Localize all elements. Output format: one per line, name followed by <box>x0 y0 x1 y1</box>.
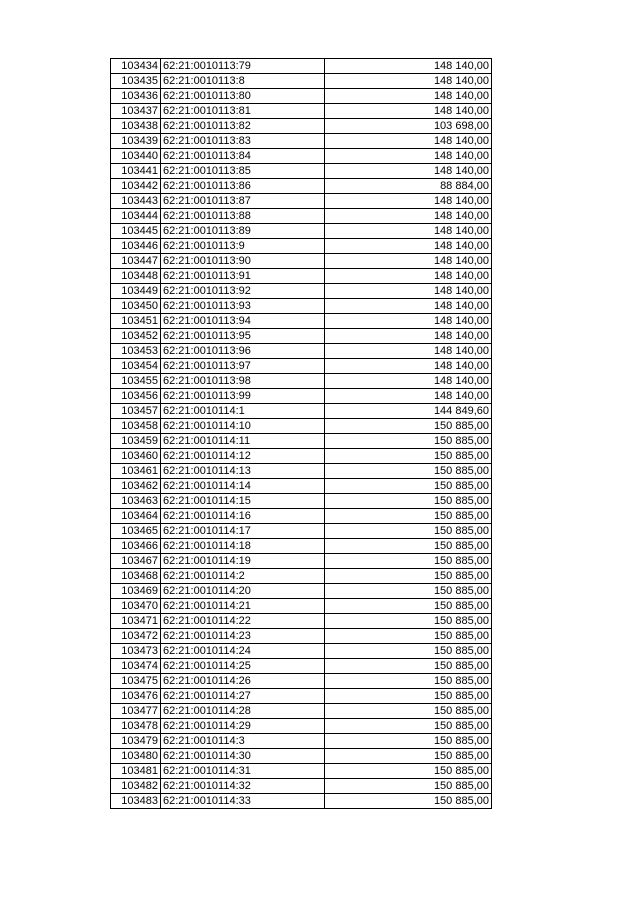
table-row <box>111 599 492 614</box>
cadastral-number-cell: 62:21:0010114:31 <box>161 764 325 779</box>
cadastral-number-cell: 62:21:0010114:13 <box>161 464 325 479</box>
table-row <box>111 734 492 749</box>
row-id-cell: 103464 <box>111 509 161 524</box>
row-id-cell: 103460 <box>111 449 161 464</box>
cadastral-value-cell: 150 885,00 <box>325 734 492 749</box>
table-row <box>111 179 492 194</box>
cadastral-value-cell: 150 885,00 <box>325 749 492 764</box>
row-id-cell: 103483 <box>111 794 161 809</box>
table-row <box>111 314 492 329</box>
row-id-cell: 103449 <box>111 284 161 299</box>
cadastral-value-cell: 150 885,00 <box>325 584 492 599</box>
cadastral-number-cell: 62:21:0010114:25 <box>161 659 325 674</box>
cadastral-value-cell: 150 885,00 <box>325 419 492 434</box>
cadastral-number-cell: 62:21:0010113:90 <box>161 254 325 269</box>
cadastral-number-cell: 62:21:0010114:22 <box>161 614 325 629</box>
table-row <box>111 149 492 164</box>
cadastral-value-cell: 148 140,00 <box>325 314 492 329</box>
cadastral-number-cell: 62:21:0010113:96 <box>161 344 325 359</box>
cadastral-value-cell: 150 885,00 <box>325 689 492 704</box>
table-row <box>111 284 492 299</box>
row-id-cell: 103461 <box>111 464 161 479</box>
table-row <box>111 644 492 659</box>
cadastral-number-cell: 62:21:0010113:95 <box>161 329 325 344</box>
cadastral-number-cell: 62:21:0010114:27 <box>161 689 325 704</box>
cadastral-number-cell: 62:21:0010113:92 <box>161 284 325 299</box>
cadastral-value-cell: 148 140,00 <box>325 224 492 239</box>
table-row <box>111 164 492 179</box>
row-id-cell: 103463 <box>111 494 161 509</box>
cadastral-number-cell: 62:21:0010114:2 <box>161 569 325 584</box>
row-id-cell: 103439 <box>111 134 161 149</box>
cadastral-value-cell: 150 885,00 <box>325 554 492 569</box>
row-id-cell: 103472 <box>111 629 161 644</box>
cadastral-value-cell: 150 885,00 <box>325 569 492 584</box>
cadastral-value-table <box>110 58 492 809</box>
cadastral-number-cell: 62:21:0010113:79 <box>161 59 325 74</box>
table-row <box>111 239 492 254</box>
table-row <box>111 629 492 644</box>
cadastral-value-cell: 150 885,00 <box>325 719 492 734</box>
cadastral-value-cell: 148 140,00 <box>325 134 492 149</box>
row-id-cell: 103446 <box>111 239 161 254</box>
table-row <box>111 359 492 374</box>
row-id-cell: 103468 <box>111 569 161 584</box>
cadastral-number-cell: 62:21:0010114:15 <box>161 494 325 509</box>
cadastral-number-cell: 62:21:0010114:26 <box>161 674 325 689</box>
row-id-cell: 103450 <box>111 299 161 314</box>
cadastral-number-cell: 62:21:0010113:98 <box>161 374 325 389</box>
table-row <box>111 479 492 494</box>
row-id-cell: 103444 <box>111 209 161 224</box>
table-row <box>111 374 492 389</box>
cadastral-number-cell: 62:21:0010114:10 <box>161 419 325 434</box>
cadastral-number-cell: 62:21:0010114:16 <box>161 509 325 524</box>
cadastral-value-cell: 150 885,00 <box>325 509 492 524</box>
cadastral-number-cell: 62:21:0010113:94 <box>161 314 325 329</box>
cadastral-number-cell: 62:21:0010114:14 <box>161 479 325 494</box>
cadastral-value-cell: 150 885,00 <box>325 629 492 644</box>
row-id-cell: 103451 <box>111 314 161 329</box>
table-row <box>111 764 492 779</box>
cadastral-value-cell: 148 140,00 <box>325 284 492 299</box>
table-row <box>111 674 492 689</box>
table-row <box>111 404 492 419</box>
row-id-cell: 103469 <box>111 584 161 599</box>
row-id-cell: 103480 <box>111 749 161 764</box>
cadastral-value-cell: 148 140,00 <box>325 59 492 74</box>
row-id-cell: 103445 <box>111 224 161 239</box>
row-id-cell: 103436 <box>111 89 161 104</box>
cadastral-number-cell: 62:21:0010114:3 <box>161 734 325 749</box>
table-row <box>111 689 492 704</box>
cadastral-value-cell: 148 140,00 <box>325 194 492 209</box>
table-body <box>111 59 492 809</box>
table-row <box>111 434 492 449</box>
cadastral-value-cell: 150 885,00 <box>325 449 492 464</box>
cadastral-value-cell: 150 885,00 <box>325 494 492 509</box>
table-row <box>111 74 492 89</box>
table-row <box>111 254 492 269</box>
row-id-cell: 103443 <box>111 194 161 209</box>
cadastral-value-cell: 150 885,00 <box>325 479 492 494</box>
cadastral-value-cell: 144 849,60 <box>325 404 492 419</box>
table-row <box>111 344 492 359</box>
row-id-cell: 103434 <box>111 59 161 74</box>
cadastral-number-cell: 62:21:0010114:24 <box>161 644 325 659</box>
cadastral-number-cell: 62:21:0010113:82 <box>161 119 325 134</box>
row-id-cell: 103471 <box>111 614 161 629</box>
cadastral-number-cell: 62:21:0010113:97 <box>161 359 325 374</box>
cadastral-number-cell: 62:21:0010113:80 <box>161 89 325 104</box>
cadastral-value-cell: 148 140,00 <box>325 299 492 314</box>
row-id-cell: 103479 <box>111 734 161 749</box>
row-id-cell: 103465 <box>111 524 161 539</box>
row-id-cell: 103437 <box>111 104 161 119</box>
cadastral-value-cell: 150 885,00 <box>325 674 492 689</box>
cadastral-value-cell: 150 885,00 <box>325 464 492 479</box>
row-id-cell: 103438 <box>111 119 161 134</box>
row-id-cell: 103447 <box>111 254 161 269</box>
cadastral-number-cell: 62:21:0010113:84 <box>161 149 325 164</box>
cadastral-value-cell: 148 140,00 <box>325 74 492 89</box>
table-row <box>111 614 492 629</box>
table-row <box>111 719 492 734</box>
row-id-cell: 103454 <box>111 359 161 374</box>
row-id-cell: 103459 <box>111 434 161 449</box>
cadastral-value-cell: 150 885,00 <box>325 704 492 719</box>
cadastral-number-cell: 62:21:0010114:29 <box>161 719 325 734</box>
table-row <box>111 329 492 344</box>
cadastral-value-cell: 148 140,00 <box>325 389 492 404</box>
cadastral-number-cell: 62:21:0010114:12 <box>161 449 325 464</box>
row-id-cell: 103482 <box>111 779 161 794</box>
table-row <box>111 659 492 674</box>
cadastral-value-cell: 150 885,00 <box>325 434 492 449</box>
cadastral-value-cell: 148 140,00 <box>325 209 492 224</box>
row-id-cell: 103455 <box>111 374 161 389</box>
table-row <box>111 389 492 404</box>
cadastral-number-cell: 62:21:0010113:91 <box>161 269 325 284</box>
cadastral-value-cell: 148 140,00 <box>325 344 492 359</box>
cadastral-value-cell: 88 884,00 <box>325 179 492 194</box>
table-row <box>111 509 492 524</box>
cadastral-number-cell: 62:21:0010114:32 <box>161 779 325 794</box>
cadastral-number-cell: 62:21:0010114:28 <box>161 704 325 719</box>
cadastral-number-cell: 62:21:0010113:93 <box>161 299 325 314</box>
table-row <box>111 419 492 434</box>
cadastral-number-cell: 62:21:0010114:21 <box>161 599 325 614</box>
cadastral-value-cell: 150 885,00 <box>325 524 492 539</box>
row-id-cell: 103470 <box>111 599 161 614</box>
cadastral-value-cell: 148 140,00 <box>325 374 492 389</box>
table-row <box>111 449 492 464</box>
cadastral-value-cell: 148 140,00 <box>325 104 492 119</box>
cadastral-number-cell: 62:21:0010113:83 <box>161 134 325 149</box>
cadastral-value-cell: 148 140,00 <box>325 149 492 164</box>
row-id-cell: 103474 <box>111 659 161 674</box>
cadastral-value-cell: 148 140,00 <box>325 164 492 179</box>
row-id-cell: 103476 <box>111 689 161 704</box>
row-id-cell: 103440 <box>111 149 161 164</box>
table-row <box>111 224 492 239</box>
cadastral-number-cell: 62:21:0010114:33 <box>161 794 325 809</box>
table-row <box>111 584 492 599</box>
table-row <box>111 554 492 569</box>
cadastral-number-cell: 62:21:0010113:89 <box>161 224 325 239</box>
cadastral-value-cell: 150 885,00 <box>325 764 492 779</box>
row-id-cell: 103452 <box>111 329 161 344</box>
row-id-cell: 103457 <box>111 404 161 419</box>
cadastral-number-cell: 62:21:0010114:19 <box>161 554 325 569</box>
table-row <box>111 524 492 539</box>
document-page <box>110 58 491 809</box>
row-id-cell: 103473 <box>111 644 161 659</box>
cadastral-value-cell: 103 698,00 <box>325 119 492 134</box>
cadastral-value-cell: 148 140,00 <box>325 359 492 374</box>
table-row <box>111 209 492 224</box>
cadastral-number-cell: 62:21:0010114:11 <box>161 434 325 449</box>
table-row <box>111 779 492 794</box>
row-id-cell: 103441 <box>111 164 161 179</box>
cadastral-number-cell: 62:21:0010113:86 <box>161 179 325 194</box>
row-id-cell: 103448 <box>111 269 161 284</box>
row-id-cell: 103453 <box>111 344 161 359</box>
cadastral-number-cell: 62:21:0010114:1 <box>161 404 325 419</box>
cadastral-number-cell: 62:21:0010113:85 <box>161 164 325 179</box>
row-id-cell: 103456 <box>111 389 161 404</box>
table-row <box>111 569 492 584</box>
table-row <box>111 539 492 554</box>
table-row <box>111 269 492 284</box>
cadastral-value-cell: 148 140,00 <box>325 89 492 104</box>
row-id-cell: 103478 <box>111 719 161 734</box>
table-row <box>111 794 492 809</box>
cadastral-value-cell: 150 885,00 <box>325 644 492 659</box>
table-row <box>111 194 492 209</box>
cadastral-number-cell: 62:21:0010114:17 <box>161 524 325 539</box>
row-id-cell: 103462 <box>111 479 161 494</box>
table-row <box>111 104 492 119</box>
row-id-cell: 103435 <box>111 74 161 89</box>
cadastral-value-cell: 150 885,00 <box>325 794 492 809</box>
row-id-cell: 103442 <box>111 179 161 194</box>
cadastral-value-cell: 148 140,00 <box>325 254 492 269</box>
table-row <box>111 134 492 149</box>
row-id-cell: 103466 <box>111 539 161 554</box>
row-id-cell: 103458 <box>111 419 161 434</box>
cadastral-value-cell: 150 885,00 <box>325 614 492 629</box>
cadastral-number-cell: 62:21:0010113:88 <box>161 209 325 224</box>
cadastral-number-cell: 62:21:0010114:20 <box>161 584 325 599</box>
cadastral-number-cell: 62:21:0010113:8 <box>161 74 325 89</box>
cadastral-number-cell: 62:21:0010114:23 <box>161 629 325 644</box>
table-row <box>111 299 492 314</box>
cadastral-value-cell: 150 885,00 <box>325 659 492 674</box>
cadastral-value-cell: 150 885,00 <box>325 539 492 554</box>
cadastral-number-cell: 62:21:0010113:81 <box>161 104 325 119</box>
table-row <box>111 749 492 764</box>
cadastral-number-cell: 62:21:0010113:9 <box>161 239 325 254</box>
row-id-cell: 103477 <box>111 704 161 719</box>
table-row <box>111 494 492 509</box>
table-row <box>111 464 492 479</box>
table-row <box>111 89 492 104</box>
cadastral-value-cell: 148 140,00 <box>325 239 492 254</box>
cadastral-number-cell: 62:21:0010113:99 <box>161 389 325 404</box>
cadastral-number-cell: 62:21:0010113:87 <box>161 194 325 209</box>
cadastral-number-cell: 62:21:0010114:18 <box>161 539 325 554</box>
cadastral-value-cell: 150 885,00 <box>325 599 492 614</box>
cadastral-value-cell: 148 140,00 <box>325 269 492 284</box>
row-id-cell: 103467 <box>111 554 161 569</box>
table-row <box>111 59 492 74</box>
row-id-cell: 103475 <box>111 674 161 689</box>
row-id-cell: 103481 <box>111 764 161 779</box>
cadastral-number-cell: 62:21:0010114:30 <box>161 749 325 764</box>
cadastral-value-cell: 150 885,00 <box>325 779 492 794</box>
table-row <box>111 119 492 134</box>
cadastral-value-cell: 148 140,00 <box>325 329 492 344</box>
table-row <box>111 704 492 719</box>
